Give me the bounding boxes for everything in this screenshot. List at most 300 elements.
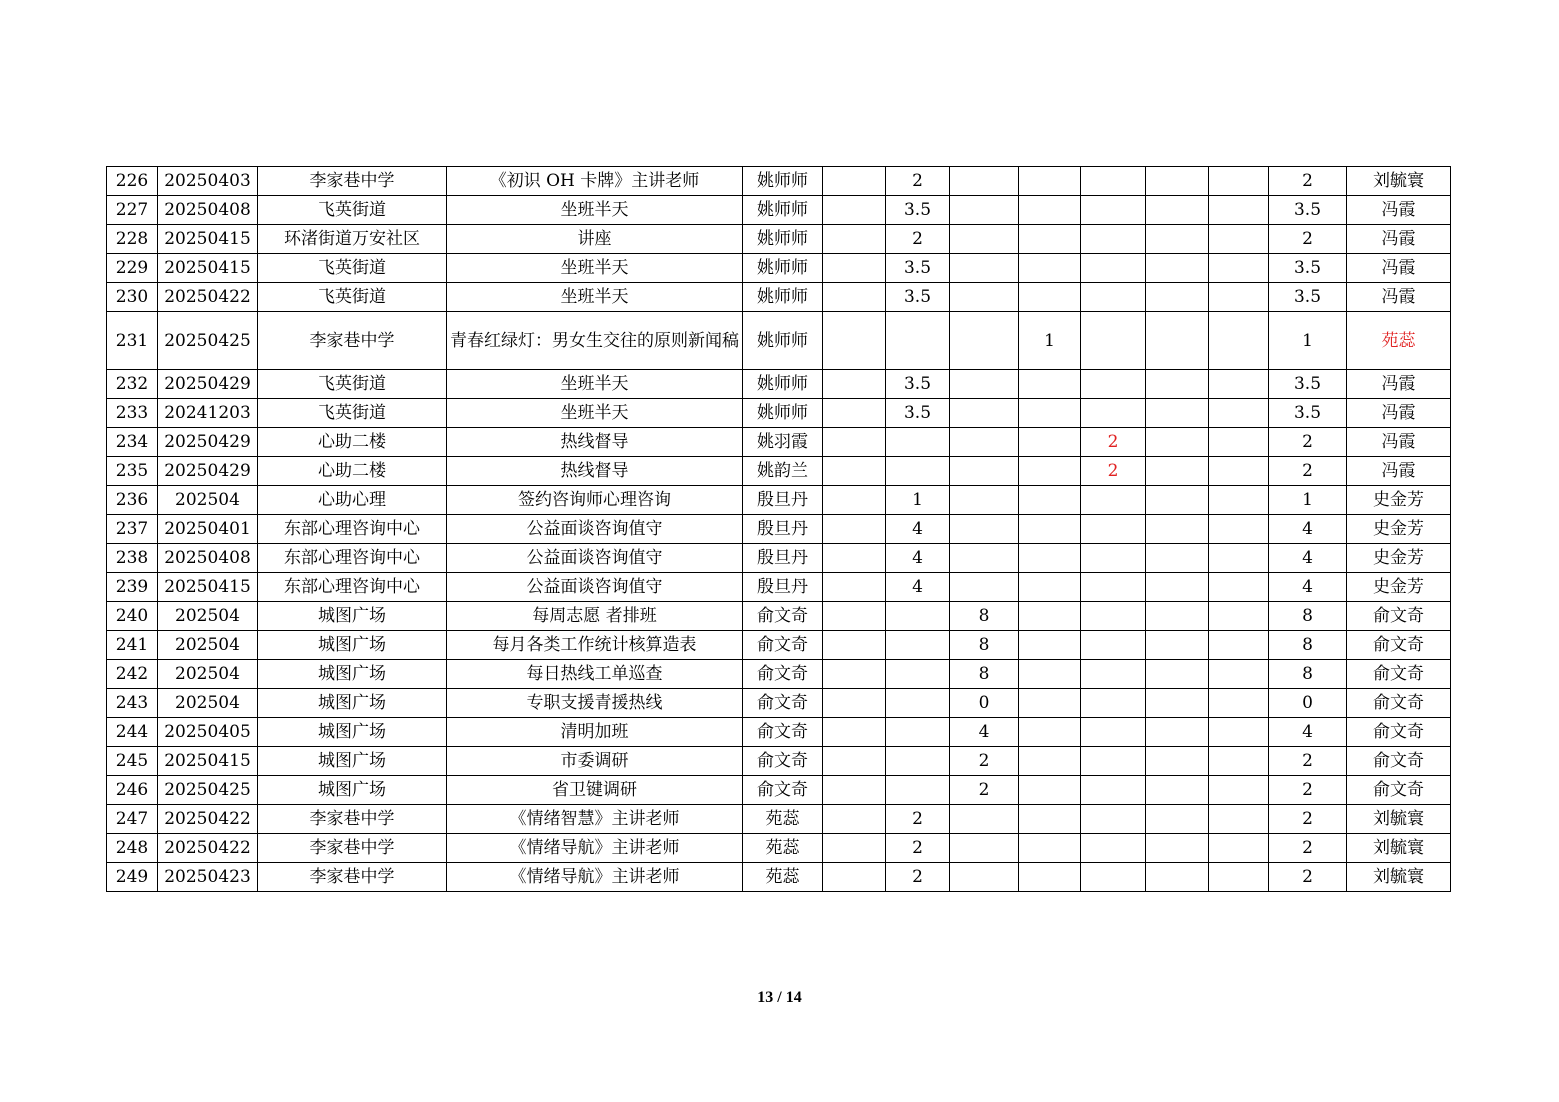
reviewer-cell: 俞文奇 [1347,689,1451,718]
content-cell: 公益面谈咨询值守 [447,515,743,544]
reviewer-cell: 俞文奇 [1347,631,1451,660]
reviewer-cell: 俞文奇 [1347,718,1451,747]
hours-col-7-cell [1209,457,1269,486]
row-number-cell: 239 [107,573,158,602]
person-cell: 殷旦丹 [743,486,823,515]
hours-col-3-cell: 2 [950,776,1019,805]
hours-col-2-cell: 3.5 [886,196,950,225]
date-cell: 202504 [158,486,258,515]
hours-col-3-cell [950,399,1019,428]
hours-col-5-cell [1081,544,1146,573]
hours-col-6-cell [1146,573,1209,602]
hours-col-4-cell [1019,863,1081,892]
hours-col-7-cell [1209,689,1269,718]
hours-col-6-cell [1146,428,1209,457]
hours-col-2-cell [886,631,950,660]
place-cell: 李家巷中学 [258,834,447,863]
hours-col-1-cell [823,863,886,892]
hours-col-4-cell [1019,544,1081,573]
hours-col-3-cell [950,312,1019,370]
table-row [107,515,1451,544]
row-number-cell: 238 [107,544,158,573]
date-cell: 20250425 [158,776,258,805]
reviewer-cell: 冯霞 [1347,399,1451,428]
hours-col-5-cell [1081,689,1146,718]
total-hours-cell: 2 [1269,834,1347,863]
reviewer-cell: 史金芳 [1347,486,1451,515]
person-cell: 俞文奇 [743,747,823,776]
hours-col-2-cell: 2 [886,834,950,863]
hours-col-6-cell [1146,457,1209,486]
hours-col-3-cell [950,805,1019,834]
row-number-cell: 230 [107,283,158,312]
hours-col-1-cell [823,225,886,254]
total-hours-cell: 8 [1269,631,1347,660]
hours-col-6-cell [1146,718,1209,747]
hours-col-1-cell [823,602,886,631]
hours-col-4-cell [1019,573,1081,602]
row-number-cell: 236 [107,486,158,515]
hours-col-4-cell [1019,399,1081,428]
hours-col-4-cell [1019,602,1081,631]
table-row [107,399,1451,428]
date-cell: 20250429 [158,370,258,399]
hours-col-3-cell: 0 [950,689,1019,718]
reviewer-cell: 冯霞 [1347,370,1451,399]
content-cell: 坐班半天 [447,370,743,399]
reviewer-cell: 冯霞 [1347,428,1451,457]
reviewer-cell: 冯霞 [1347,254,1451,283]
hours-col-6-cell [1146,254,1209,283]
place-cell: 飞英街道 [258,254,447,283]
content-cell: 公益面谈咨询值守 [447,573,743,602]
row-number-cell: 249 [107,863,158,892]
hours-col-2-cell: 4 [886,515,950,544]
place-cell: 心助二楼 [258,457,447,486]
content-cell: 坐班半天 [447,283,743,312]
total-hours-cell: 4 [1269,573,1347,602]
hours-col-4-cell [1019,689,1081,718]
content-cell: 热线督导 [447,428,743,457]
hours-col-6-cell [1146,283,1209,312]
hours-col-1-cell [823,805,886,834]
place-cell: 心助二楼 [258,428,447,457]
place-cell: 李家巷中学 [258,863,447,892]
content-cell: 签约咨询师心理咨询 [447,486,743,515]
hours-col-6-cell [1146,660,1209,689]
table-row [107,863,1451,892]
table-row [107,718,1451,747]
hours-col-7-cell [1209,747,1269,776]
hours-col-6-cell [1146,544,1209,573]
reviewer-cell: 冯霞 [1347,196,1451,225]
hours-col-7-cell [1209,428,1269,457]
reviewer-cell: 史金芳 [1347,544,1451,573]
hours-col-6-cell [1146,515,1209,544]
place-cell: 飞英街道 [258,283,447,312]
date-cell: 20241203 [158,399,258,428]
hours-col-7-cell [1209,805,1269,834]
hours-col-4-cell [1019,718,1081,747]
total-hours-cell: 2 [1269,225,1347,254]
hours-col-3-cell [950,196,1019,225]
row-number-cell: 228 [107,225,158,254]
total-hours-cell: 8 [1269,602,1347,631]
row-number-cell: 226 [107,167,158,196]
row-number-cell: 231 [107,312,158,370]
place-cell: 李家巷中学 [258,167,447,196]
date-cell: 20250415 [158,225,258,254]
hours-col-5-cell [1081,312,1146,370]
hours-col-4-cell [1019,776,1081,805]
hours-col-6-cell [1146,689,1209,718]
hours-col-1-cell [823,689,886,718]
table-row [107,544,1451,573]
hours-col-5-cell: 2 [1081,457,1146,486]
table-row [107,196,1451,225]
hours-col-3-cell [950,428,1019,457]
person-cell: 俞文奇 [743,776,823,805]
place-cell: 飞英街道 [258,196,447,225]
hours-col-7-cell [1209,631,1269,660]
total-hours-cell: 2 [1269,776,1347,805]
reviewer-cell: 俞文奇 [1347,747,1451,776]
person-cell: 苑蕊 [743,834,823,863]
hours-col-7-cell [1209,196,1269,225]
hours-col-5-cell [1081,515,1146,544]
hours-col-1-cell [823,167,886,196]
row-number-cell: 234 [107,428,158,457]
hours-col-7-cell [1209,399,1269,428]
place-cell: 东部心理咨询中心 [258,573,447,602]
reviewer-cell: 刘毓寰 [1347,834,1451,863]
hours-col-2-cell [886,747,950,776]
hours-col-4-cell [1019,370,1081,399]
row-number-cell: 240 [107,602,158,631]
hours-col-7-cell [1209,515,1269,544]
row-number-cell: 235 [107,457,158,486]
hours-col-1-cell [823,515,886,544]
date-cell: 202504 [158,689,258,718]
hours-col-4-cell [1019,167,1081,196]
row-number-cell: 229 [107,254,158,283]
hours-col-6-cell [1146,776,1209,805]
content-cell: 《情绪智慧》主讲老师 [447,805,743,834]
hours-col-6-cell [1146,312,1209,370]
place-cell: 城图广场 [258,776,447,805]
hours-col-3-cell [950,457,1019,486]
hours-col-5-cell [1081,718,1146,747]
place-cell: 李家巷中学 [258,312,447,370]
table-row [107,573,1451,602]
hours-col-2-cell: 2 [886,225,950,254]
hours-col-6-cell [1146,370,1209,399]
hours-col-1-cell [823,776,886,805]
row-number-cell: 247 [107,805,158,834]
hours-col-4-cell [1019,834,1081,863]
person-cell: 苑蕊 [743,863,823,892]
hours-col-2-cell [886,689,950,718]
content-cell: 讲座 [447,225,743,254]
date-cell: 20250415 [158,254,258,283]
hours-col-1-cell [823,660,886,689]
row-number-cell: 227 [107,196,158,225]
hours-col-1-cell [823,573,886,602]
hours-col-1-cell [823,254,886,283]
total-hours-cell: 2 [1269,457,1347,486]
total-hours-cell: 2 [1269,428,1347,457]
hours-col-4-cell [1019,805,1081,834]
date-cell: 20250408 [158,544,258,573]
content-cell: 市委调研 [447,747,743,776]
person-cell: 俞文奇 [743,689,823,718]
hours-col-5-cell [1081,776,1146,805]
table-row [107,631,1451,660]
place-cell: 飞英街道 [258,399,447,428]
hours-col-2-cell [886,457,950,486]
hours-col-7-cell [1209,167,1269,196]
hours-col-4-cell [1019,225,1081,254]
hours-col-3-cell [950,370,1019,399]
hours-col-2-cell [886,776,950,805]
hours-col-6-cell [1146,196,1209,225]
content-cell: 青春红绿灯：男女生交往的原则新闻稿 [447,312,743,370]
date-cell: 202504 [158,631,258,660]
reviewer-cell: 刘毓寰 [1347,863,1451,892]
hours-col-5-cell [1081,660,1146,689]
person-cell: 俞文奇 [743,602,823,631]
table-row [107,428,1451,457]
hours-col-2-cell: 3.5 [886,370,950,399]
reviewer-cell: 冯霞 [1347,225,1451,254]
row-number-cell: 233 [107,399,158,428]
hours-col-2-cell: 2 [886,863,950,892]
hours-col-6-cell [1146,631,1209,660]
hours-col-5-cell [1081,863,1146,892]
date-cell: 20250405 [158,718,258,747]
hours-col-3-cell: 2 [950,747,1019,776]
table-row [107,602,1451,631]
hours-col-1-cell [823,834,886,863]
date-cell: 20250403 [158,167,258,196]
place-cell: 环渚街道万安社区 [258,225,447,254]
row-number-cell: 245 [107,747,158,776]
total-hours-cell: 2 [1269,805,1347,834]
hours-col-7-cell [1209,573,1269,602]
date-cell: 20250422 [158,834,258,863]
page-number: 13 / 14 [757,989,802,1006]
hours-col-2-cell [886,428,950,457]
hours-col-5-cell [1081,254,1146,283]
table-row [107,660,1451,689]
hours-col-3-cell [950,225,1019,254]
row-number-cell: 248 [107,834,158,863]
hours-col-7-cell [1209,834,1269,863]
hours-col-6-cell [1146,805,1209,834]
hours-col-5-cell [1081,486,1146,515]
content-cell: 坐班半天 [447,254,743,283]
person-cell: 俞文奇 [743,660,823,689]
hours-col-1-cell [823,399,886,428]
row-number-cell: 246 [107,776,158,805]
table-row [107,689,1451,718]
person-cell: 姚师师 [743,399,823,428]
hours-col-3-cell [950,283,1019,312]
person-cell: 殷旦丹 [743,544,823,573]
total-hours-cell: 1 [1269,486,1347,515]
hours-col-1-cell [823,544,886,573]
total-hours-cell: 8 [1269,660,1347,689]
hours-col-2-cell: 2 [886,805,950,834]
hours-col-1-cell [823,747,886,776]
table-row [107,747,1451,776]
person-cell: 苑蕊 [743,805,823,834]
content-cell: 热线督导 [447,457,743,486]
hours-col-2-cell: 3.5 [886,399,950,428]
hours-col-7-cell [1209,225,1269,254]
hours-col-7-cell [1209,370,1269,399]
hours-col-3-cell [950,515,1019,544]
table-row [107,776,1451,805]
hours-col-7-cell [1209,486,1269,515]
person-cell: 姚师师 [743,196,823,225]
row-number-cell: 244 [107,718,158,747]
reviewer-cell: 俞文奇 [1347,660,1451,689]
date-cell: 20250429 [158,428,258,457]
table-row [107,370,1451,399]
person-cell: 姚师师 [743,370,823,399]
total-hours-cell: 3.5 [1269,254,1347,283]
reviewer-cell: 刘毓寰 [1347,167,1451,196]
hours-col-4-cell [1019,254,1081,283]
hours-col-4-cell: 1 [1019,312,1081,370]
hours-col-5-cell [1081,225,1146,254]
content-cell: 省卫键调研 [447,776,743,805]
hours-col-6-cell [1146,225,1209,254]
hours-col-1-cell [823,457,886,486]
place-cell: 东部心理咨询中心 [258,544,447,573]
table-body [107,167,1451,892]
total-hours-cell: 1 [1269,312,1347,370]
hours-table [106,166,1451,892]
hours-col-5-cell [1081,167,1146,196]
person-cell: 姚羽霞 [743,428,823,457]
total-hours-cell: 4 [1269,544,1347,573]
total-hours-cell: 0 [1269,689,1347,718]
place-cell: 飞英街道 [258,370,447,399]
total-hours-cell: 3.5 [1269,196,1347,225]
place-cell: 城图广场 [258,602,447,631]
place-cell: 城图广场 [258,718,447,747]
place-cell: 城图广场 [258,660,447,689]
hours-col-5-cell [1081,370,1146,399]
hours-col-2-cell: 4 [886,573,950,602]
date-cell: 20250425 [158,312,258,370]
hours-col-3-cell: 8 [950,602,1019,631]
hours-col-6-cell [1146,399,1209,428]
total-hours-cell: 2 [1269,863,1347,892]
hours-col-1-cell [823,196,886,225]
hours-col-3-cell: 8 [950,631,1019,660]
total-hours-cell: 4 [1269,718,1347,747]
hours-col-7-cell [1209,312,1269,370]
content-cell: 公益面谈咨询值守 [447,544,743,573]
table-row [107,486,1451,515]
table-row [107,805,1451,834]
hours-col-1-cell [823,631,886,660]
hours-col-6-cell [1146,486,1209,515]
date-cell: 20250423 [158,863,258,892]
content-cell: 每月各类工作统计核算造表 [447,631,743,660]
date-cell: 202504 [158,602,258,631]
hours-col-3-cell [950,167,1019,196]
hours-col-3-cell: 4 [950,718,1019,747]
hours-col-7-cell [1209,863,1269,892]
hours-col-3-cell [950,834,1019,863]
reviewer-cell: 冯霞 [1347,283,1451,312]
total-hours-cell: 3.5 [1269,399,1347,428]
date-cell: 20250415 [158,747,258,776]
hours-col-7-cell [1209,602,1269,631]
hours-col-5-cell [1081,602,1146,631]
total-hours-cell: 3.5 [1269,283,1347,312]
hours-col-7-cell [1209,776,1269,805]
hours-col-4-cell [1019,457,1081,486]
content-cell: 每日热线工单巡查 [447,660,743,689]
total-hours-cell: 2 [1269,747,1347,776]
content-cell: 清明加班 [447,718,743,747]
place-cell: 城图广场 [258,689,447,718]
hours-col-5-cell [1081,834,1146,863]
date-cell: 20250408 [158,196,258,225]
hours-col-5-cell [1081,573,1146,602]
table-row [107,834,1451,863]
reviewer-cell: 俞文奇 [1347,602,1451,631]
date-cell: 20250401 [158,515,258,544]
hours-col-4-cell [1019,428,1081,457]
hours-col-5-cell: 2 [1081,428,1146,457]
place-cell: 东部心理咨询中心 [258,515,447,544]
row-number-cell: 243 [107,689,158,718]
hours-col-2-cell [886,312,950,370]
reviewer-cell: 史金芳 [1347,515,1451,544]
hours-col-3-cell [950,486,1019,515]
hours-col-4-cell [1019,515,1081,544]
hours-col-5-cell [1081,399,1146,428]
hours-col-2-cell: 1 [886,486,950,515]
content-cell: 《情绪导航》主讲老师 [447,863,743,892]
row-number-cell: 232 [107,370,158,399]
total-hours-cell: 4 [1269,515,1347,544]
hours-col-1-cell [823,370,886,399]
hours-col-6-cell [1146,167,1209,196]
content-cell: 每周志愿 者排班 [447,602,743,631]
hours-col-4-cell [1019,631,1081,660]
content-cell: 《初识 OH 卡牌》主讲老师 [447,167,743,196]
table-row [107,283,1451,312]
total-hours-cell: 2 [1269,167,1347,196]
reviewer-cell: 冯霞 [1347,457,1451,486]
hours-col-1-cell [823,428,886,457]
reviewer-cell: 苑蕊 [1347,312,1451,370]
place-cell: 城图广场 [258,747,447,776]
hours-col-5-cell [1081,631,1146,660]
person-cell: 殷旦丹 [743,515,823,544]
hours-col-3-cell: 8 [950,660,1019,689]
hours-col-7-cell [1209,254,1269,283]
table-row [107,312,1451,370]
table-row [107,167,1451,196]
